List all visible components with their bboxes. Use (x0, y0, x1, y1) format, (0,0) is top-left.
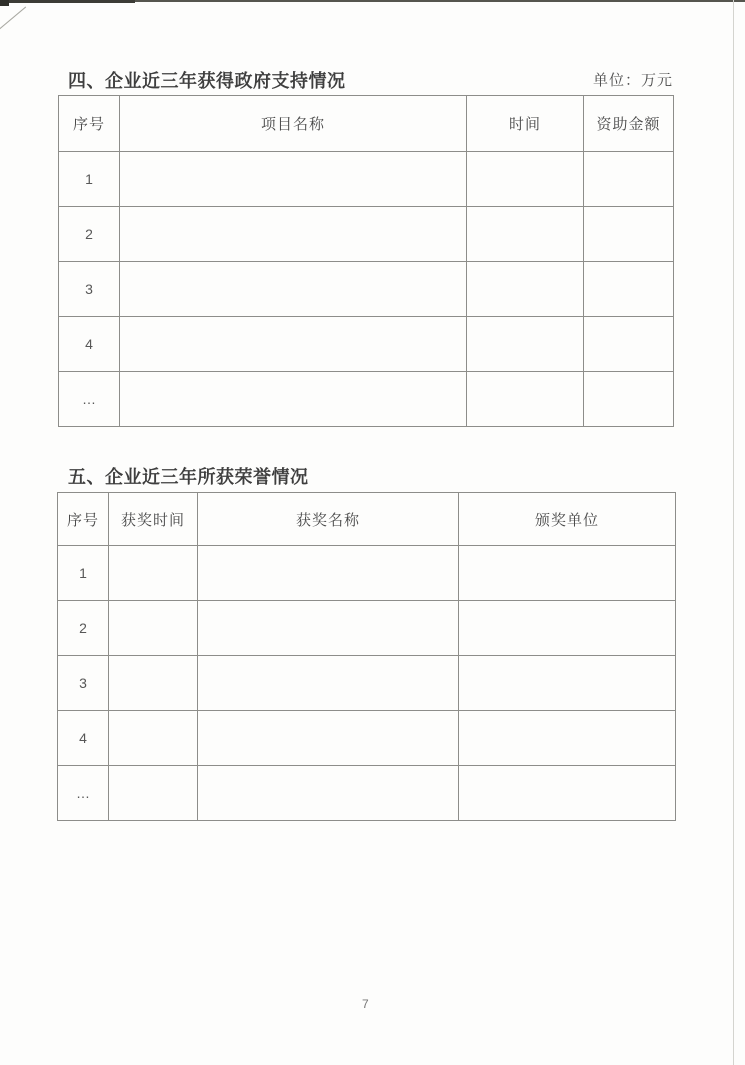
row-number-cell: 4 (59, 317, 120, 372)
row-number-cell: … (59, 372, 120, 427)
amount-cell (584, 262, 674, 317)
time-cell (467, 317, 584, 372)
table-row (58, 656, 676, 711)
time-cell (467, 207, 584, 262)
amount-cell (584, 152, 674, 207)
time-cell (467, 152, 584, 207)
award-time-cell (109, 766, 198, 821)
table-row (59, 372, 674, 427)
award-name-cell (198, 766, 459, 821)
table-row (59, 262, 674, 317)
honors-table (57, 492, 676, 821)
time-cell (467, 372, 584, 427)
column-header-time: 时间 (467, 96, 584, 152)
column-header-project: 项目名称 (120, 96, 467, 152)
award-time-cell (109, 711, 198, 766)
project-name-cell (120, 152, 467, 207)
column-header-award-name: 获奖名称 (198, 493, 459, 546)
row-number-cell: 3 (58, 656, 109, 711)
page-number: 7 (362, 997, 369, 1011)
table-row (58, 601, 676, 656)
row-number-cell: 1 (59, 152, 120, 207)
column-header-no: 序号 (59, 96, 120, 152)
amount-cell (584, 372, 674, 427)
row-number-cell: 2 (58, 601, 109, 656)
award-name-cell (198, 601, 459, 656)
column-header-award-time: 获奖时间 (109, 493, 198, 546)
table-row (58, 766, 676, 821)
award-org-cell (459, 546, 676, 601)
award-time-cell (109, 601, 198, 656)
award-time-cell (109, 546, 198, 601)
amount-cell (584, 317, 674, 372)
project-name-cell (120, 207, 467, 262)
award-name-cell (198, 546, 459, 601)
scan-diagonal-mark (0, 7, 26, 31)
table-header-row (58, 493, 676, 546)
table-row (59, 207, 674, 262)
column-header-no: 序号 (58, 493, 109, 546)
column-header-amount: 资助金额 (584, 96, 674, 152)
scan-corner-mark (0, 0, 9, 6)
unit-label: 单位：万元 (592, 72, 673, 89)
column-header-award-org: 颁奖单位 (459, 493, 676, 546)
table-header-row (59, 96, 674, 152)
award-org-cell (459, 601, 676, 656)
gov-support-table (58, 95, 674, 427)
table-row (59, 317, 674, 372)
row-number-cell: 2 (59, 207, 120, 262)
table-row (58, 546, 676, 601)
table-row (58, 711, 676, 766)
time-cell (467, 262, 584, 317)
row-number-cell: … (58, 766, 109, 821)
award-org-cell (459, 711, 676, 766)
project-name-cell (120, 372, 467, 427)
row-number-cell: 1 (58, 546, 109, 601)
row-number-cell: 4 (58, 711, 109, 766)
award-org-cell (459, 766, 676, 821)
section4-title: 四、企业近三年获得政府支持情况 (68, 71, 346, 91)
award-org-cell (459, 656, 676, 711)
amount-cell (584, 207, 674, 262)
row-number-cell: 3 (59, 262, 120, 317)
award-time-cell (109, 656, 198, 711)
scan-edge-right (733, 0, 734, 1065)
project-name-cell (120, 262, 467, 317)
table-row (59, 152, 674, 207)
project-name-cell (120, 317, 467, 372)
scan-edge-top-left (0, 0, 135, 3)
section5-title: 五、企业近三年所获荣誉情况 (68, 467, 309, 487)
award-name-cell (198, 711, 459, 766)
award-name-cell (198, 656, 459, 711)
